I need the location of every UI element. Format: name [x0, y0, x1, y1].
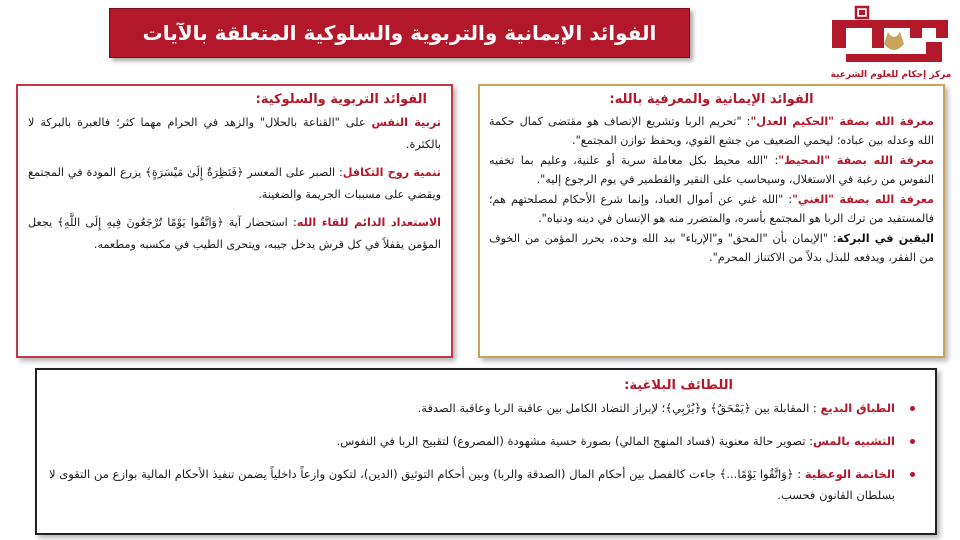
faith-item-text: : "تحريم الربا وتشريع الإنصاف هو مقتضى كمال حكمة الله وعدله بين عباده؛ ليحمي الضعيف من جشع القوي، ويحفظ توازن المجتمع".	[489, 115, 934, 147]
behavior-item-text: : الصبر على المعسر ﴿فَنَظِرَةٌ إِلَىٰ مَيْسَرَةٍ﴾ يزرع المودة في المجتمع ويقضي على مسببات الجريمة والضغينة.	[28, 166, 441, 201]
behavior-item-self-discipline	[28, 112, 441, 156]
rhetoric-item-text: : المقابلة بين ﴿يَمْحَقُ﴾ و﴿يُرْبِي﴾؛ لإبراز التضاد الكامل بين عاقبة الربا وعاقبة الصدقة.	[417, 401, 821, 415]
faith-item-encompassing	[489, 151, 934, 189]
bullet-icon	[910, 439, 915, 444]
faith-item-label: معرفة الله بصفة "المحيط"	[778, 154, 934, 167]
faith-item-text: : "الإيمان بأن "المحق" و"الإرباء" بيد الله وحده، يحرر المؤمن من الخوف من الفقر، ويدفعه للبذل بدلاً من الاكتناز المحرم".	[489, 232, 934, 264]
faith-item-text: : "الله غني عن أموال العباد، وإنما شرع الأحكام لمصلحتهم هم؛ فالمستفيد من ترك الربا هو المجتمع بأسره، والمتضرر منه هو الإنسان في دينه ودنياه".	[489, 193, 934, 225]
behavior-item-text: : استحضار آية ﴿وَاتَّقُوا يَوْمًا تُرْجَعُونَ فِيهِ إِلَى اللَّهِ﴾ يجعل المؤمن يقفلاً في كل قرش يدخل جيبه، ويتحرى الطيب في مكسبه ومطعمه.	[28, 216, 441, 251]
ihkam-logo	[826, 4, 956, 96]
rhetorical-heading: اللطائف البلاغية:	[624, 378, 733, 393]
rhetorical-list	[49, 398, 921, 506]
page-title: الفوائد الإيمانية والتربوية والسلوكية المتعلقة بالآيات	[109, 8, 690, 58]
behavior-item-label: الاستعداد الدائم للقاء الله	[296, 216, 441, 229]
behavior-item-label: تربية النفس	[371, 116, 441, 129]
faith-item-label: معرفة الله بصفة "الحكيم العدل"	[750, 115, 934, 128]
rhetoric-item-text: : تصوير حالة معنوية (فساد المنهج المالي) بصورة حسية مشهودة (المصروع) لتقبيح الربا في النفوس.	[336, 434, 814, 448]
behavior-item-solidarity	[28, 162, 441, 206]
faith-item-text: : "الله محيط بكل معاملة سرية أو علنية، وعليم بما تخفيه النفوس من رغبة في الاستغلال، وسيحاسب على النقير والقطمير في يوم الرجوع إليه".	[489, 154, 934, 186]
logo-subtitle: مركز إحكام للعلوم الشرعية	[830, 70, 952, 80]
bullet-icon	[910, 406, 915, 411]
faith-item-label: معرفة الله بصفة "الغني"	[792, 193, 934, 206]
rhetoric-item-text: : ﴿وَاتَّقُوا يَوْمًا...﴾ جاءت كالفصل بين أحكام المال (الصدقة والربا) وبين أحكام التوثيق (الدين)، لتكون وازعاً داخلياً يضمن تنفيذ الأحكام المالية بوازع من التقوى لا بسلطان القانون فحسب.	[49, 467, 895, 502]
faith-benefits-heading: الفوائد الإيمانية والمعرفية بالله:	[609, 92, 814, 107]
rhetorical-subtleties-panel	[35, 368, 937, 535]
faith-item-certainty	[489, 229, 934, 267]
behavioral-benefits-heading: الفوائد التربوية والسلوكية:	[255, 92, 427, 107]
faith-benefits-panel	[478, 84, 945, 358]
list-item	[49, 464, 921, 506]
rhetoric-item-label: الطباق البديع	[820, 401, 895, 415]
faith-item-wise-just	[489, 112, 934, 150]
bullet-icon	[910, 472, 915, 477]
faith-item-rich	[489, 190, 934, 228]
behavioral-benefits-panel	[16, 84, 453, 358]
rhetoric-item-label: الخاتمة الوعظية	[804, 467, 895, 481]
behavior-item-text: على "القناعة بالحلال" والزهد في الحرام مهما كثر؛ فالعبرة بالبركة لا بالكثرة.	[28, 116, 441, 151]
list-item	[49, 431, 921, 452]
rhetoric-item-label: التشبيه بالمس	[813, 434, 895, 448]
logo-mark	[826, 4, 956, 68]
behavior-item-label: تنمية روح التكافل	[342, 166, 441, 179]
faith-item-label: اليقين في البركة	[836, 232, 935, 245]
behavior-item-preparation	[28, 212, 441, 256]
list-item	[49, 398, 921, 419]
